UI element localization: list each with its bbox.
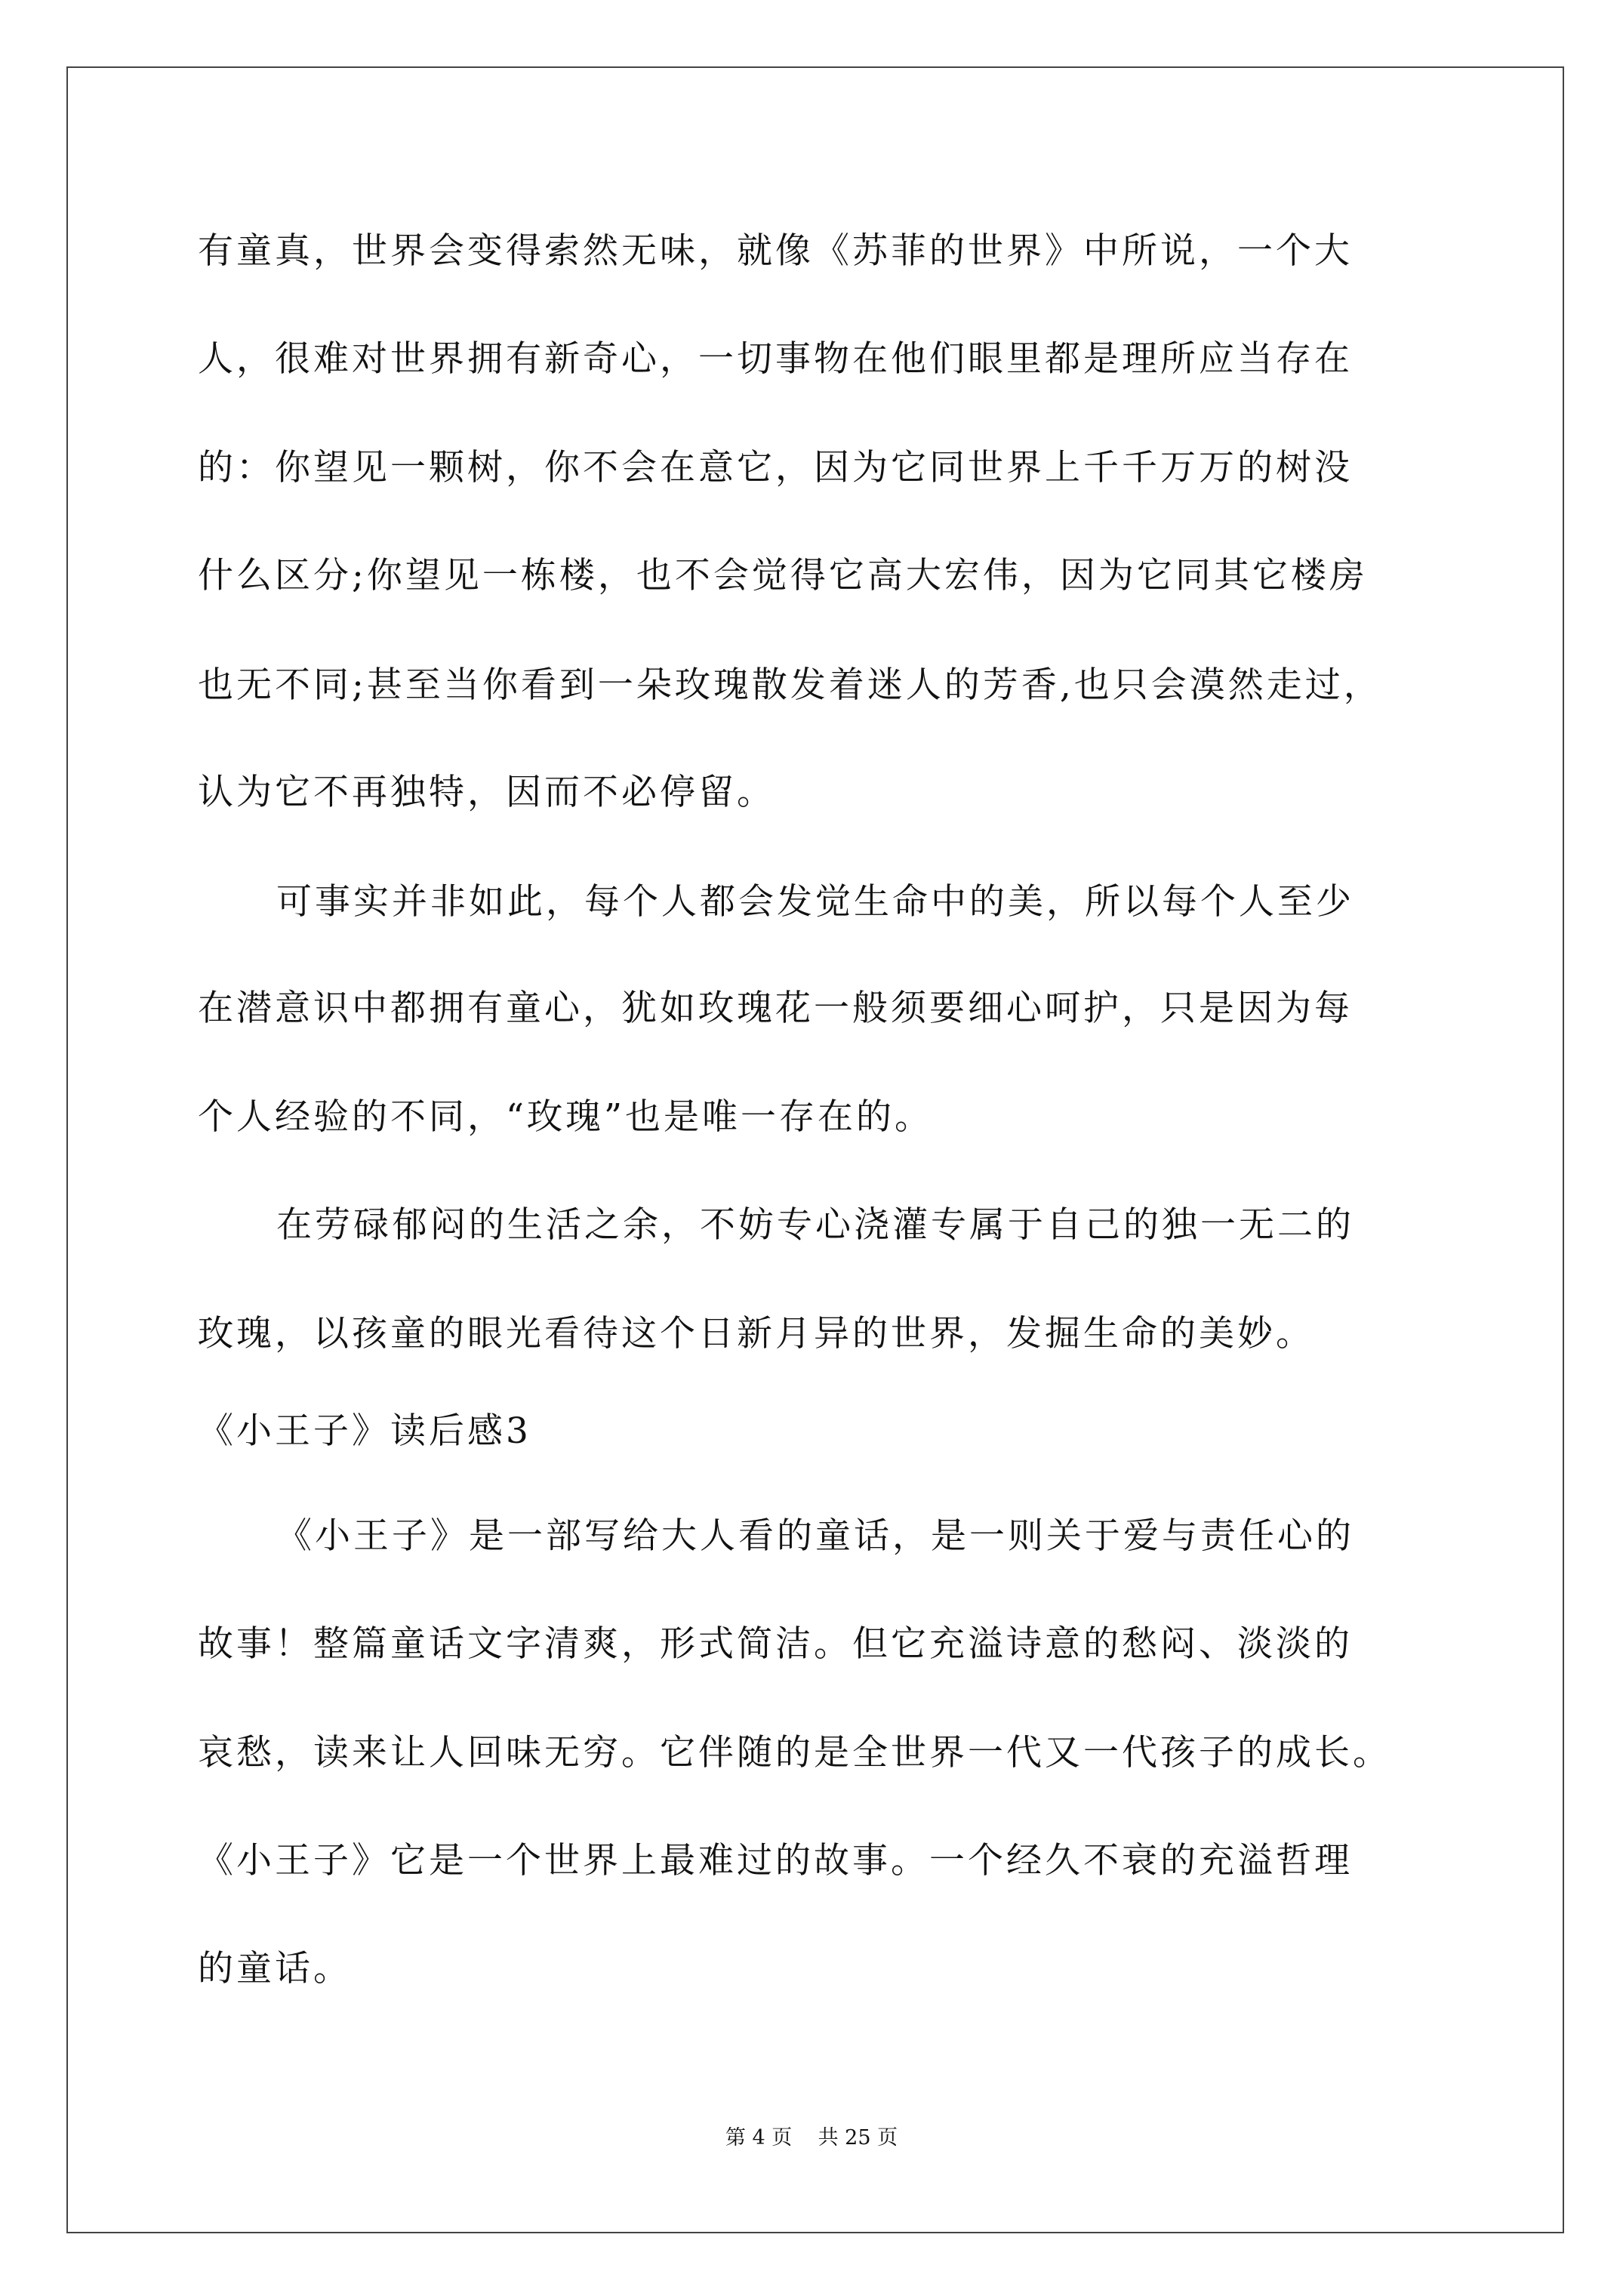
paragraph-line: 的童话。	[198, 1948, 352, 1989]
paragraph-line: 故事！整篇童话文字清爽，形式简洁。但它充溢诗意的愁闷、淡淡的	[198, 1623, 1353, 1665]
paragraph-line: 什么区分;你望见一栋楼，也不会觉得它高大宏伟，因为它同其它楼房	[198, 555, 1368, 596]
paragraph-line: 有童真，世界会变得索然无味，就像《苏菲的世界》中所说，一个大	[198, 230, 1353, 272]
paragraph-line: 也无不同;甚至当你看到一朵玫瑰散发着迷人的芳香,也只会漠然走过，	[198, 664, 1382, 706]
paragraph-line: 的：你望见一颗树，你不会在意它，因为它同世界上千千万万的树没	[198, 447, 1353, 488]
paragraph-line: 人，很难对世界拥有新奇心，一切事物在他们眼里都是理所应当存在	[198, 338, 1353, 380]
paragraph-line: 《小王子》是一部写给大人看的童话，是一则关于爱与责任心的	[276, 1515, 1354, 1557]
section-heading: 《小王子》读后感3	[198, 1410, 531, 1452]
paragraph-line: 可事实并非如此，每个人都会发觉生命中的美，所以每个人至少	[276, 881, 1354, 923]
paragraph-line: 《小王子》它是一个世界上最难过的故事。一个经久不衰的充溢哲理	[198, 1840, 1353, 1881]
paragraph-line: 认为它不再独特，因而不必停留。	[198, 772, 775, 813]
paragraph-line: 哀愁，读来让人回味无穷。它伴随的是全世界一代又一代孩子的成长。	[198, 1732, 1391, 1774]
paragraph-line: 个人经验的不同，“玫瑰”也是唯一存在的。	[198, 1096, 934, 1138]
page-frame	[66, 66, 1564, 2233]
paragraph-line: 在劳碌郁闷的生活之余，不妨专心浇灌专属于自己的独一无二的	[276, 1204, 1354, 1246]
paragraph-line: 玫瑰，以孩童的眼光看待这个日新月异的世界，发掘生命的美妙。	[198, 1313, 1314, 1354]
page-number-footer: 第 4 页 共 25 页	[725, 2126, 898, 2150]
paragraph-line: 在潜意识中都拥有童心，犹如玫瑰花一般须要细心呵护，只是因为每	[198, 988, 1353, 1029]
